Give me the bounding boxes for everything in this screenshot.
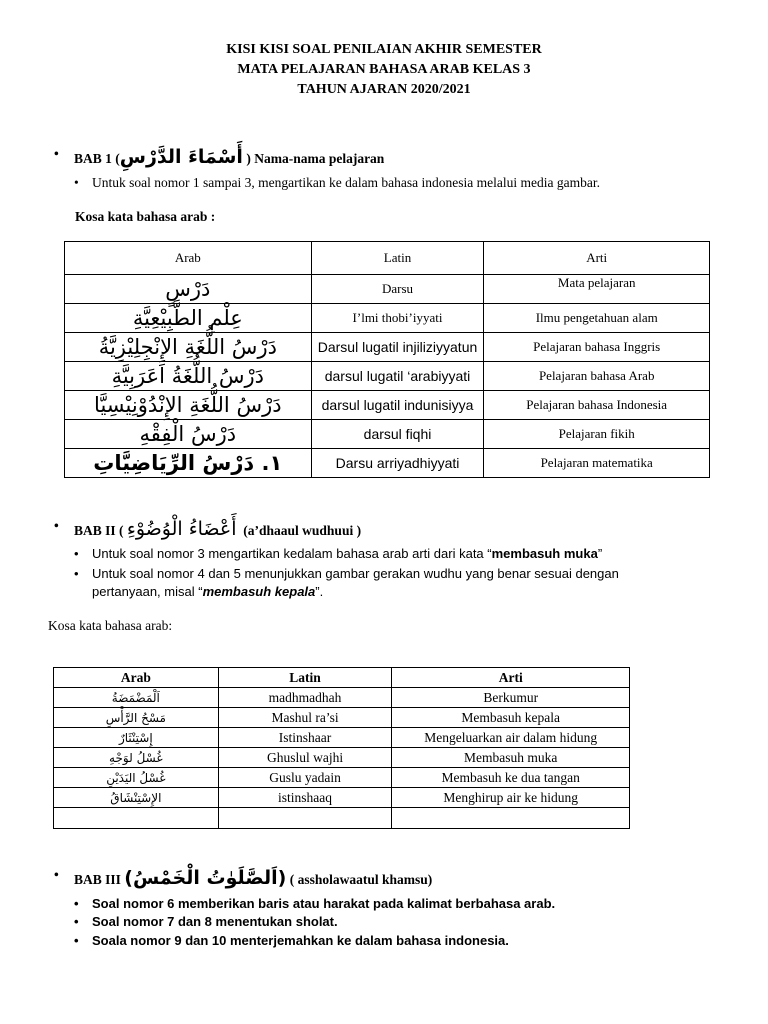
bab2-vocab-table bbox=[53, 667, 630, 829]
header-arti: Arti bbox=[484, 242, 710, 275]
table-header-row bbox=[65, 242, 710, 275]
bab2-bullet-1: • Untuk soal nomor 3 mengartikan kedalam bahasa arab arti dari kata “membasuh muka” bbox=[74, 546, 603, 561]
cell-arab: دَرْسُ اللُّغَةِ الإِنْدُوْنِيْسِيَّا bbox=[65, 391, 312, 420]
cell-latin: Istinshaar bbox=[218, 728, 392, 748]
text: Untuk soal nomor 3 mengartikan kedalam bahasa arab arti dari kata “ bbox=[92, 546, 492, 561]
table-row bbox=[65, 449, 710, 478]
text: ”. bbox=[315, 584, 324, 599]
bab1-bullet: • Untuk soal nomor 1 sampai 3, mengartikan ke dalam bahasa indonesia melalui media gambar. bbox=[74, 175, 600, 190]
bab1-heading: • BAB 1 (أَسْمَاءَ الدَّرْسِ ) Nama-nama pelajaran bbox=[54, 146, 385, 168]
text: pertanyaan, misal “ bbox=[92, 584, 203, 599]
text-bold: membasuh muka bbox=[491, 546, 598, 561]
cell-arti bbox=[392, 808, 630, 829]
bab3-label: BAB III bbox=[74, 872, 121, 887]
cell-arti: Pelajaran bahasa Indonesia bbox=[484, 391, 710, 420]
cell-latin: Guslu yadain bbox=[218, 768, 392, 788]
cell-arti: Membasuh kepala bbox=[392, 708, 630, 728]
cell-arab: مَسْحُ الرَّأْسِ bbox=[54, 708, 219, 728]
bab3-bullet: • Soala nomor 9 dan 10 menterjemahkan ke dalam bahasa indonesia. bbox=[74, 933, 509, 948]
header-arab: Arab bbox=[54, 668, 219, 688]
table-row bbox=[54, 708, 630, 728]
cell-latin: Mashul ra’si bbox=[218, 708, 392, 728]
cell-arti: Menghirup air ke hidung bbox=[392, 788, 630, 808]
cell-latin: darsul lugatil indunisiyya bbox=[311, 391, 484, 420]
cell-arti: Mengeluarkan air dalam hidung bbox=[392, 728, 630, 748]
table-row bbox=[65, 333, 710, 362]
bab2-bullet-2: • Untuk soal nomor 4 dan 5 menunjukkan gambar gerakan wudhu yang benar sesuai dengan pertanyaan, misal “membasuh kepala”. bbox=[74, 566, 619, 599]
table-row bbox=[65, 420, 710, 449]
table-row bbox=[65, 362, 710, 391]
cell-latin: Darsul lugatil injiliziyyatun bbox=[311, 333, 484, 362]
cell-arab: غُسْلُ لوَجْهِ bbox=[54, 748, 219, 768]
bab2-kosa-kata: Kosa kata bahasa arab: bbox=[48, 618, 173, 633]
text: Soal nomor 6 memberikan baris atau harakat pada kalimat berbahasa arab. bbox=[92, 896, 556, 911]
header-latin: Latin bbox=[311, 242, 484, 275]
cell-arab: دَرْسُ الْفِقْهِ bbox=[65, 420, 312, 449]
cell-arab: ١. دَرْسُ الرِّيَاضِيَّاتِ bbox=[65, 449, 312, 478]
bab1-arabic: أَسْمَاءَ الدَّرْسِ bbox=[119, 146, 243, 168]
cell-arti: Mata pelajaran bbox=[484, 275, 710, 304]
table-row bbox=[65, 275, 710, 304]
table-header-row bbox=[54, 668, 630, 688]
bab1-bullet-text: Untuk soal nomor 1 sampai 3, mengartikan ke dalam bahasa indonesia melalui media gambar. bbox=[92, 175, 600, 190]
bab1-kosa-kata: Kosa kata bahasa arab : bbox=[75, 209, 216, 224]
text: ” bbox=[597, 546, 603, 561]
table-row bbox=[65, 391, 710, 420]
table-row bbox=[54, 748, 630, 768]
cell-latin: istinshaaq bbox=[218, 788, 392, 808]
bab1-label: BAB 1 ( bbox=[74, 151, 120, 166]
cell-arab: دَرْسٍ bbox=[65, 275, 312, 304]
table-row bbox=[54, 728, 630, 748]
cell-latin: Darsu arriyadhiyyati bbox=[311, 449, 484, 478]
cell-arti: Pelajaran matematika bbox=[484, 449, 710, 478]
table-row bbox=[54, 788, 630, 808]
header-latin: Latin bbox=[218, 668, 392, 688]
table-row bbox=[65, 304, 710, 333]
text: Soal nomor 7 dan 8 menentukan sholat. bbox=[92, 914, 338, 929]
cell-latin: Darsu bbox=[311, 275, 484, 304]
cell-arab: عِلْمِ الطَّبِيْعِيَّةِ bbox=[65, 304, 312, 333]
header-arti: Arti bbox=[392, 668, 630, 688]
bab1-after: ) Nama-nama pelajaran bbox=[246, 151, 385, 166]
cell-arab: الإِسْتِنْشَاقُ bbox=[54, 788, 219, 808]
cell-arab bbox=[54, 808, 219, 829]
cell-arab: إِسْتِنْثَارٌ bbox=[54, 728, 219, 748]
cell-arti: Pelajaran fikih bbox=[484, 420, 710, 449]
bab3-after: ( assholawaatul khamsu) bbox=[289, 872, 433, 887]
bab3-arabic: (اَلصَّلَوٰتُ الْخَمْسُ) bbox=[124, 867, 287, 889]
bab1-vocab-table bbox=[64, 241, 710, 478]
title-line-1: KISI KISI SOAL PENILAIAN AKHIR SEMESTER bbox=[226, 42, 542, 57]
table-row bbox=[54, 768, 630, 788]
cell-latin: I’lmi thobi’iyyati bbox=[311, 304, 484, 333]
header-arab: Arab bbox=[65, 242, 312, 275]
title-line-2: MATA PELAJARAN BAHASA ARAB KELAS 3 bbox=[237, 62, 531, 77]
bab3-heading: • BAB III (اَلصَّلَوٰتُ الْخَمْسُ) ( assholawaatul khamsu) bbox=[54, 867, 433, 889]
table-row-empty bbox=[54, 808, 630, 829]
text-bold-italic: membasuh kepala bbox=[202, 584, 316, 599]
cell-arab: غُسْلُ اليَدَيْنِ bbox=[54, 768, 219, 788]
cell-arti: Pelajaran bahasa Inggris bbox=[484, 333, 710, 362]
cell-latin bbox=[218, 808, 392, 829]
cell-latin: madhmadhah bbox=[218, 688, 392, 708]
cell-arab: اَلْمَضْمَضَةُ bbox=[54, 688, 219, 708]
cell-latin: darsul lugatil ‘arabiyyati bbox=[311, 362, 484, 391]
text: Soala nomor 9 dan 10 menterjemahkan ke dalam bahasa indonesia. bbox=[92, 933, 509, 948]
bab2-after: (a’dhaaul wudhuui ) bbox=[243, 523, 362, 538]
table-row bbox=[54, 688, 630, 708]
bab2-heading: • BAB II ( أَعْضَاءُ الْوُضُوْءِ (a’dhaaul wudhuui ) bbox=[54, 518, 362, 540]
cell-latin: Ghuslul wajhi bbox=[218, 748, 392, 768]
text: Untuk soal nomor 4 dan 5 menunjukkan gambar gerakan wudhu yang benar sesuai dengan bbox=[92, 566, 619, 581]
cell-arti: Membasuh ke dua tangan bbox=[392, 768, 630, 788]
cell-arti: Ilmu pengetahuan alam bbox=[484, 304, 710, 333]
bab2-arabic: أَعْضَاءُ الْوُضُوْءِ bbox=[126, 518, 237, 540]
bab3-bullet: • Soal nomor 6 memberikan baris atau harakat pada kalimat berbahasa arab. bbox=[74, 896, 556, 911]
bab3-bullet: • Soal nomor 7 dan 8 menentukan sholat. bbox=[74, 914, 338, 929]
cell-arti: Membasuh muka bbox=[392, 748, 630, 768]
title-line-3: TAHUN AJARAN 2020/2021 bbox=[297, 82, 471, 97]
cell-arab: دَرْسُ اللُّغَةُ اَعَرَبِيَّةِ bbox=[65, 362, 312, 391]
cell-latin: darsul fiqhi bbox=[311, 420, 484, 449]
cell-arab: دَرْسُ اللُّغَةِ الإِنْجِلِيْزِيَّةُ bbox=[65, 333, 312, 362]
cell-arti: Pelajaran bahasa Arab bbox=[484, 362, 710, 391]
cell-arti: Berkumur bbox=[392, 688, 630, 708]
bab2-label: BAB II ( bbox=[74, 523, 124, 538]
